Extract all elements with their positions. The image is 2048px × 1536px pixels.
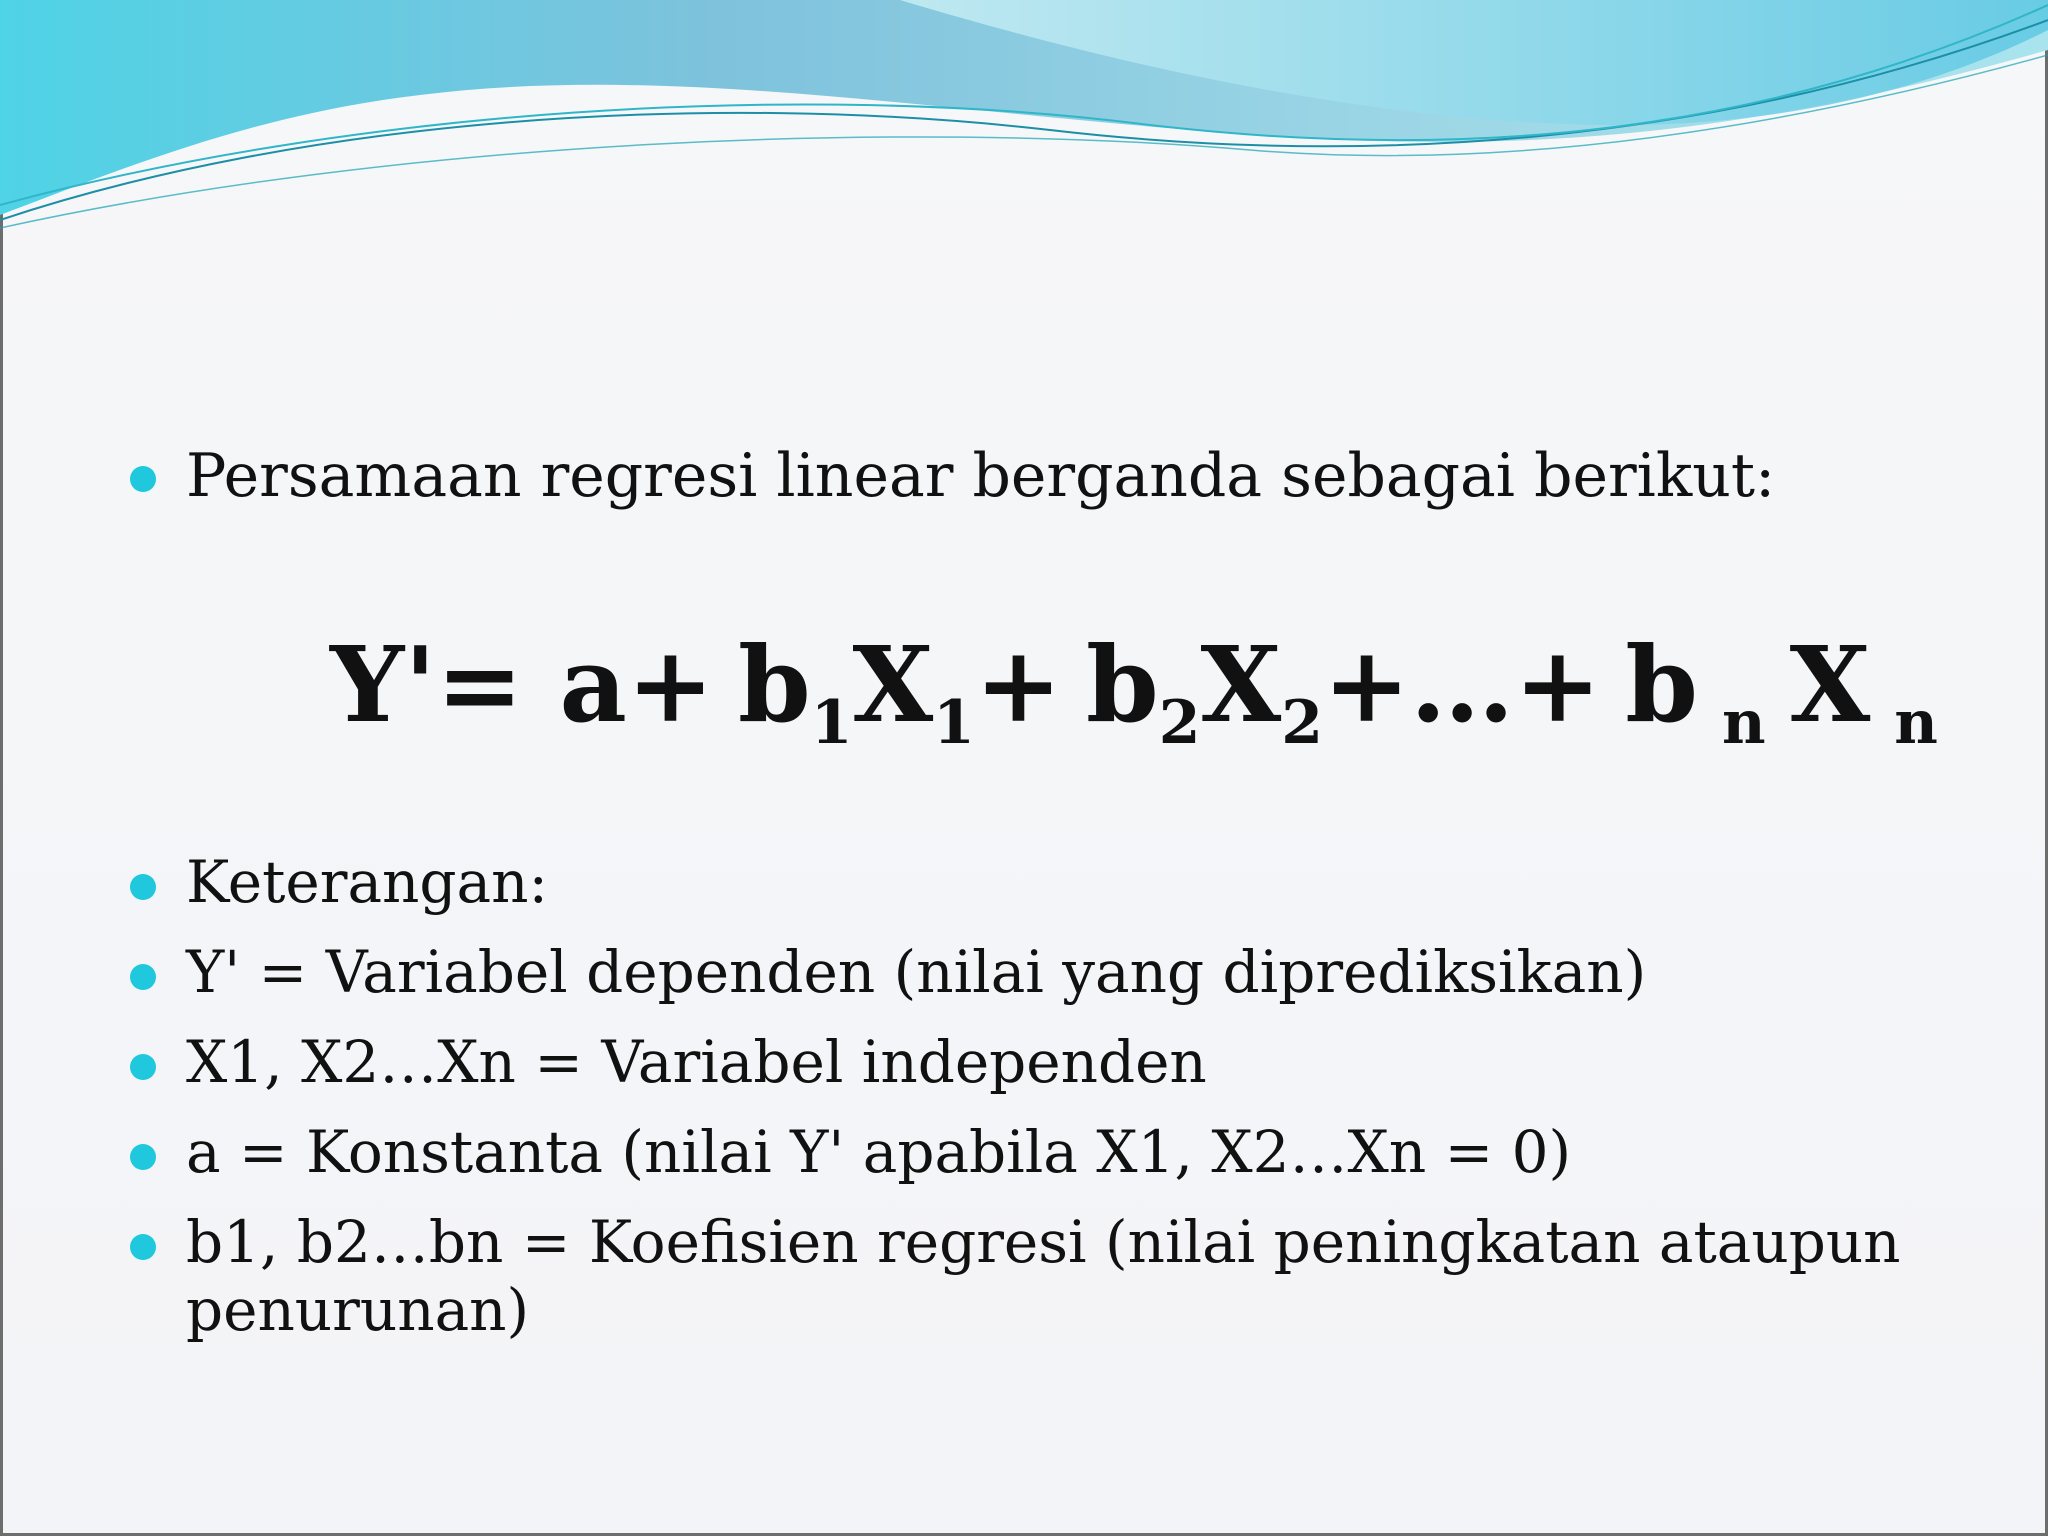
regression-formula — [330, 615, 1938, 758]
list-item — [130, 938, 1970, 1006]
formula-a-term: a+ — [559, 623, 714, 746]
notes-heading-bullet — [130, 848, 1970, 916]
formula-bn: b — [1625, 623, 1698, 746]
bullet-dot-icon — [130, 1054, 156, 1080]
note-constant: a = Konstanta (nilai Y' apabila X1, X2…Xn = 0) — [186, 1118, 1572, 1186]
formula-xn: X — [1789, 623, 1871, 746]
list-item — [130, 1028, 1970, 1096]
note-coefficients: b1, b2…bn = Koefisien regresi (nilai peningkatan ataupun penurunan) — [186, 1208, 1901, 1344]
intro-bullet — [130, 440, 1775, 512]
note-dependent-variable: Y' = Variabel dependen (nilai yang diprediksikan) — [186, 938, 1647, 1006]
intro-text: Persamaan regresi linear berganda sebagai berikut: — [186, 441, 1776, 511]
bullet-dot-icon — [130, 466, 156, 492]
formula-x2-subscript: 2 — [1281, 688, 1323, 758]
formula-x1-subscript: 1 — [933, 688, 975, 758]
formula-bn-subscript: n — [1721, 688, 1766, 758]
note-independent-variables: X1, X2…Xn = Variabel independen — [186, 1028, 1207, 1096]
intro-list — [130, 440, 1775, 512]
formula-b1: b — [737, 623, 811, 746]
formula-x2: X — [1200, 623, 1282, 746]
formula-b1-subscript: 1 — [810, 688, 853, 758]
header-wave-decoration — [0, 0, 2048, 240]
formula-b2: b — [1086, 623, 1159, 746]
bullet-dot-icon — [130, 964, 156, 990]
formula-plus: + — [974, 623, 1063, 746]
list-item — [130, 1208, 1970, 1344]
bullet-dot-icon — [130, 874, 156, 900]
formula-x1: X — [852, 623, 934, 746]
formula-ellipsis: +…+ — [1322, 623, 1602, 746]
notes-list — [130, 848, 1970, 1344]
formula-lhs: Y'= — [330, 623, 524, 746]
notes-heading: Keterangan: — [186, 848, 548, 916]
formula-xn-subscript: n — [1894, 688, 1938, 758]
bullet-dot-icon — [130, 1234, 156, 1260]
bullet-dot-icon — [130, 1144, 156, 1170]
list-item — [130, 1118, 1970, 1186]
formula-b2-subscript: 2 — [1158, 688, 1201, 758]
